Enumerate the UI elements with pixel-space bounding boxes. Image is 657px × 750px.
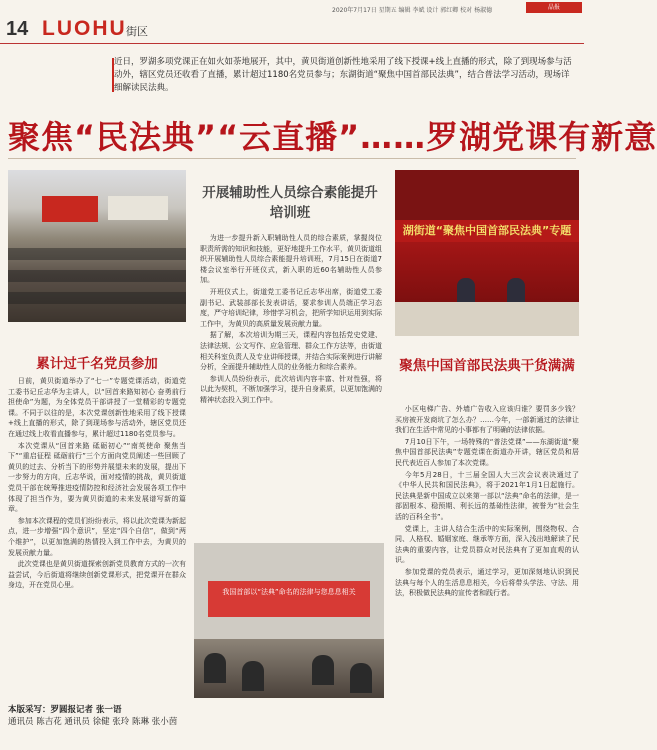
photo-banner-text: 湖街道“聚焦中国首部民法典”专题: [395, 220, 579, 242]
photo-lecture-audience: [194, 543, 384, 698]
article-title-party-lecture: 累计过千名党员参加: [36, 356, 158, 372]
paragraph: 本次党课从“回首来路 砥砺初心”“南英使命 聚焦当下”“重启征程 砥砺前行”三个方面向党员阐述一些回顾了黄贝的过去、分析当下的形势并展望未来的发展，提出下一步努力的方向，丘志华说，面对疫情的挑战，黄贝街道党员干部在统筹推进疫情防控和经济社会发展各项工作中体现了担当作为，要为黄贝街道的未来发展谱写新的篇章。: [8, 441, 186, 514]
paragraph: 参训人员纷纷表示，此次培训内容丰富、针对性强，将以此为契机，不断加强学习，提升自身素质，以更加饱满的精神状态投入到工作中。: [200, 374, 382, 404]
paragraph: 为进一步提升新入职辅助性人员的综合素质，掌握岗位职责所需的知识和技能，更好地提升工作水平，黄贝街道组织开展辅助性人员综合素能提升培训班，7月15日在街道7楼会议室举行开班仪式，新入职的近60名辅助性人员参加。: [200, 234, 382, 285]
paragraph: 开班仪式上，街道党工委书记丘志华出席，街道党工委副书记、武装部部长发表讲话，要求参训人员端正学习态度，严守培训纪律，珍惜学习机会，把所学知识运用到实际工作中，为黄贝的高质量发展贡献力量。: [200, 287, 382, 328]
paragraph: 参加党课的党员表示，通过学习，更加深刻地认识到民法典与每个人的生活息息相关，今后将带头学法、守法、用法，积极做民法典的宣传者和践行者。: [395, 567, 579, 598]
issue-meta: 2020年7月17日 星期五 编辑 李斌 设计 郭红卿 校对 杨淑德: [332, 7, 493, 14]
article-body-party-lecture: [8, 376, 186, 701]
paragraph: 日前，黄贝街道举办了“七一”专题党课活动，街道党工委书记丘志华为主讲人，以“回首来路知初心 奋勇前行担使命”为题，为全体党员干部讲授了一堂精彩的专题党课。不同于以往的是，本次党课创新性地采用了线下授课+线上直播的形式，除了到现场参与活动外，辖区党员还在通过线上收看直播参与，累计超过1180名党员参与。: [8, 377, 186, 438]
paragraph: 今年5月28日，十三届全国人大三次会议表决通过了《中华人民共和国民法典》，将于2021年1月1日起施行。民法典是新中国成立以来第一部以“法典”命名的法律，是一部固根本、稳预期、利长远的基础性法律，被誉为“社会生活的百科全书”。: [395, 470, 579, 521]
headline-divider: [8, 158, 576, 159]
article-title-civil-code: 聚焦中国首部民法典干货满满: [399, 358, 575, 374]
header-divider: [0, 43, 584, 44]
paragraph: 小区电梯广告、外墙广告收入应该归谁？要罚多少钱？买房被开发商坑了怎么办？……今年，一部新通过的法律让我们在生活中常见的小事都有了明确的法律依据。: [395, 405, 579, 435]
article-title-training: 开展辅助性人员综合素能提升培训班: [202, 185, 378, 221]
paragraph: 参加本次课程的党员们纷纷表示，将以此次党课为新起点，进一步增强“四个意识”，坚定“四个自信”，做到“两个维护”，以更加饱满的热情投入到工作中去，为黄贝的发展贡献力量。: [8, 516, 186, 557]
section-title: LUOHU: [42, 17, 127, 40]
photo-screen-text: 我国首部以“法典”命名的法律与您息息相关: [222, 588, 356, 596]
byline-writer: 本版采写：罗圆报记者 张一语: [8, 705, 122, 715]
paragraph: 党课上，主讲人结合生活中的实际案例，围绕物权、合同、人格权、婚姻家庭、继承等方面，深入浅出地解读了民法典的重要内容，让党员群众对民法典有了更加直观的认识。: [395, 524, 579, 565]
paragraph: 7月10日下午，一场特殊的“普法党课”——东湖街道“聚焦中国首部民法典”专题党课在街道办开讲，辖区党员和居民代表近百人参加了本次党课。: [395, 437, 579, 467]
article-body-training: [200, 233, 382, 539]
article-body-civil-code: [395, 404, 579, 704]
paragraph: 据了解，本次培训为期三天，课程内容包括党史党建、法律法规、公文写作、应急管理、群众工作方法等，由街道相关科室负责人及专业讲师授课，并结合实际案例进行讲解分析，全面提升辅助性人员的业务能力和综合素养。: [200, 331, 382, 372]
photo-party-lecture: [8, 170, 186, 322]
main-headline: 聚焦“民法典”“云直播”……罗湖党课有新意: [8, 118, 657, 156]
page-number: 14: [6, 18, 29, 40]
photo-civil-code-stage: [395, 170, 579, 336]
byline-correspondents: 通讯员 陈吉花 通讯员 徐健 张玲 陈琳 张小茵: [8, 717, 178, 727]
byline-credits: [8, 704, 308, 728]
section-subtitle: 街区: [126, 25, 148, 38]
newspaper-logo: 晶报: [526, 2, 582, 13]
paragraph: 此次党课也是黄贝街道探索创新党员教育方式的一次有益尝试，今后街道将继续创新党课形式，把党课开在群众身边，开在党员心里。: [8, 560, 186, 590]
intro-paragraph: 近日，罗湖多项党课正在如火如荼地展开，其中，黄贝街道创新性地采用了线下授课+线上直播的形式，除了到现场参与活动外，辖区党员还收看了直播，累计超过1180名党员参与；东湖街道“聚焦中国首部民法典”，结合普法学习活动，现场详细解读民法典。: [114, 57, 572, 93]
